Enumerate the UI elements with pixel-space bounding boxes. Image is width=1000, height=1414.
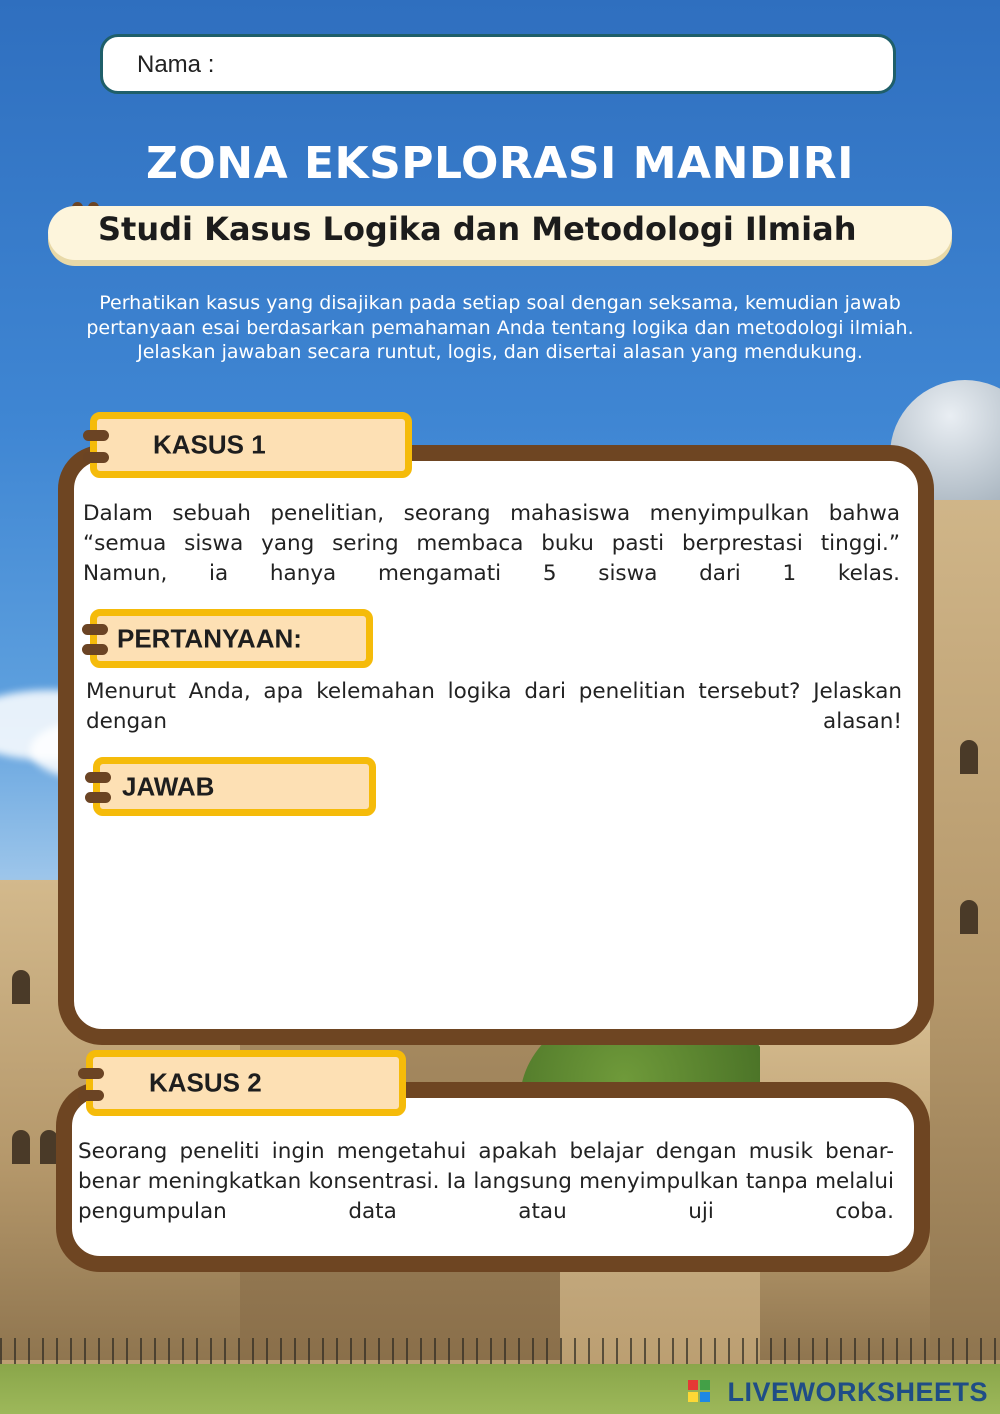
- tag-knob: [82, 644, 108, 655]
- instructions: Perhatikan kasus yang disajikan pada setiap soal dengan seksama, kemudian jawab pertanyaan esai berdasarkan pemahaman Anda tentang logika dan metodologi ilmiah. Jelaskan jawaban secara runtut, logis, dan disertai alasan yang mendukung.: [86, 292, 914, 363]
- case-2-text: Seorang peneliti ingin mengetahui apakah belajar dengan musik benar-benar meningkatkan konsentrasi. Ia langsung menyimpulkan tanpa melalui pengumpulan data atau uji coba.: [78, 1139, 894, 1224]
- tag-knob: [78, 1068, 104, 1079]
- question-tag-label: PERTANYAAN:: [117, 623, 302, 653]
- case-1-tag-label: KASUS 1: [153, 429, 266, 460]
- page-title: ZONA EKSPLORASI MANDIRI: [145, 138, 855, 189]
- case-2-tag-label: KASUS 2: [149, 1067, 262, 1098]
- tag-knob: [82, 624, 108, 635]
- case-1-question: Menurut Anda, apa kelemahan logika dari penelitian tersebut? Jelaskan dengan alasan!: [86, 679, 902, 734]
- tag-knob: [83, 430, 109, 441]
- question-tag: [90, 609, 373, 668]
- case-1-tag: [90, 412, 412, 478]
- case-2-tag: [86, 1050, 406, 1116]
- tag-knob: [78, 1090, 104, 1101]
- name-field[interactable]: [100, 34, 896, 94]
- liveworksheets-logo-icon: [688, 1380, 710, 1402]
- page-subtitle: Studi Kasus Logika dan Metodologi Ilmiah: [98, 210, 857, 248]
- tag-knob: [85, 772, 111, 783]
- liveworksheets-watermark: LIVEWORKSHEETS: [727, 1377, 988, 1407]
- answer-tag: [93, 757, 376, 816]
- case-1-text: Dalam sebuah penelitian, seorang mahasiswa menyimpulkan bahwa “semua siswa yang sering membaca buku pasti berprestasi tinggi.” Namun, ia hanya mengamati 5 siswa dari 1 kelas.: [83, 501, 900, 586]
- tag-knob: [85, 792, 111, 803]
- tag-knob: [83, 452, 109, 463]
- answer-tag-label: JAWAB: [122, 771, 215, 801]
- name-label: Nama :: [137, 51, 215, 78]
- subtitle-banner: [48, 206, 952, 260]
- case-1-answer-area[interactable]: [86, 830, 906, 1020]
